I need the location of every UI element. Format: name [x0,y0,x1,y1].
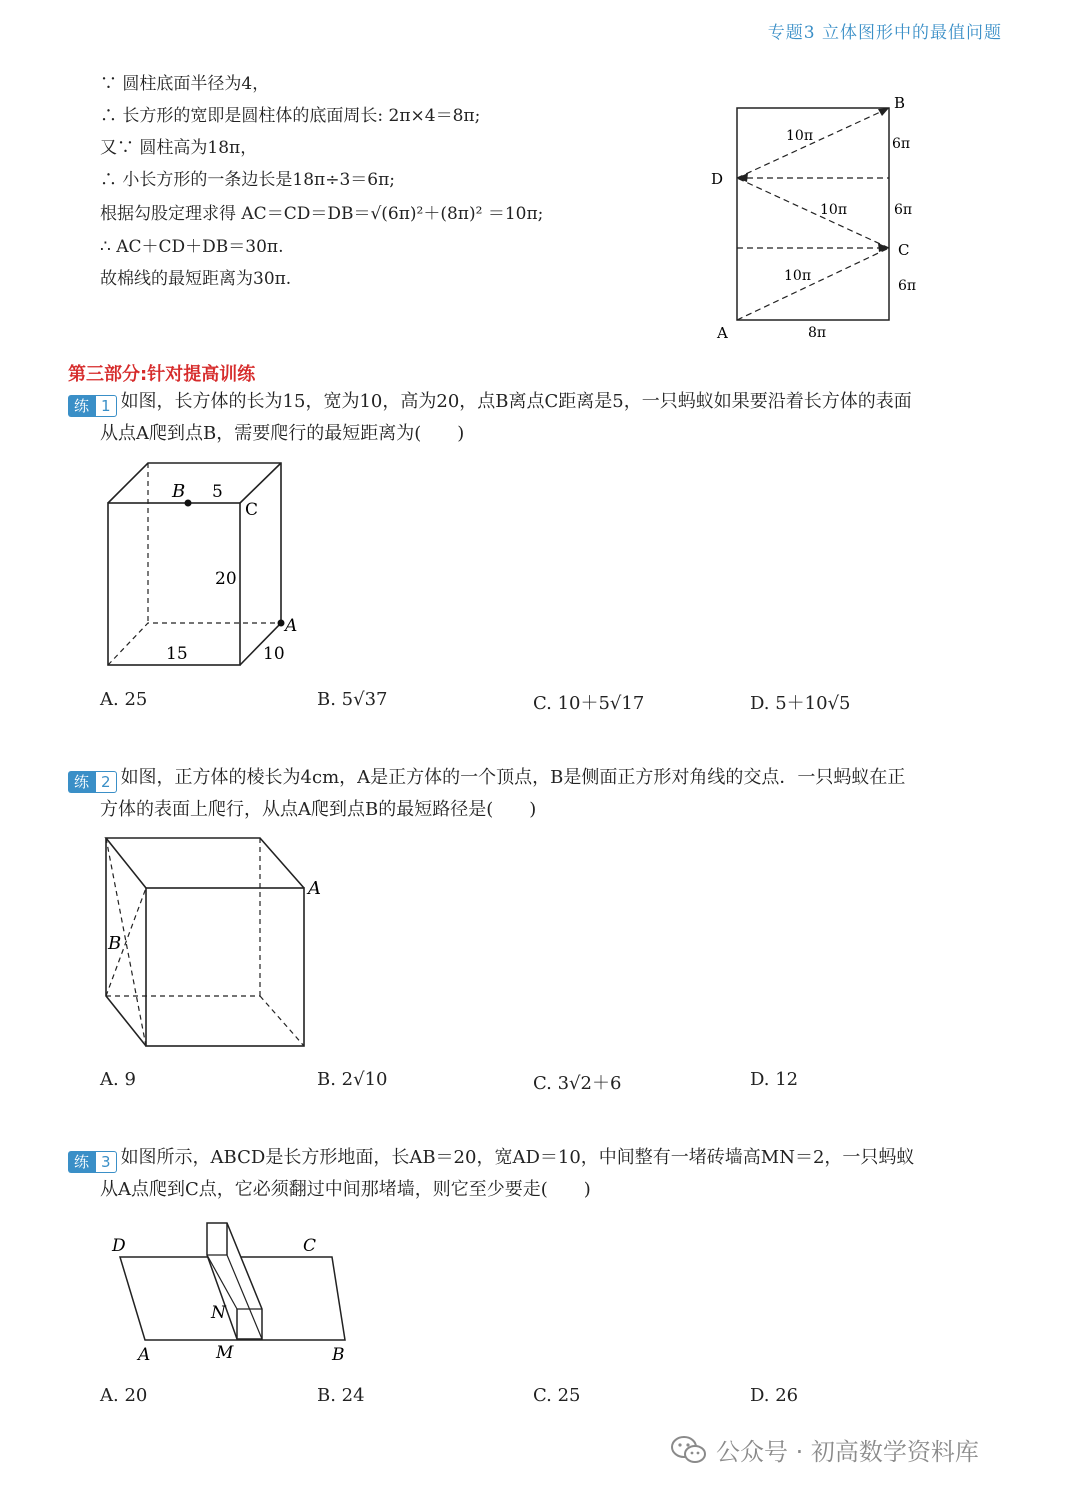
practice-badge-2 [68,771,117,793]
q1-option-c[interactable]: C. 10＋5√17 [533,693,645,714]
question-2 [68,762,1018,826]
question-3-line-1 [68,1142,1018,1174]
badge-number: 1 [95,395,117,417]
question-1 [68,386,1018,450]
cuboid-hidden-bottom [108,623,281,665]
practice-badge-1 [68,395,117,417]
solution-line-6: ∴ AC＋CD＋DB＝30π. [100,237,284,257]
point-B [185,500,192,507]
badge-number: 2 [95,771,117,793]
question-3-text-1: 如图所示，ABCD是长方形地面，长AB＝20，宽AD＝10，中间整有一堵砖墙高MN＝2，一只蚂蚁 [120,1147,915,1168]
question-2-line-1 [68,762,1018,794]
q1-label-20: 20 [215,569,237,589]
practice-badge-3 [68,1151,117,1173]
arrow-head-B [878,108,889,116]
q2-cube-figure [100,832,340,1052]
question-1-text-1: 如图，长方体的长为15，宽为10，高为20，点B离点C距离是5，一只蚂蚁如果要沿着长方体的表面 [120,391,912,412]
wechat-icon [670,1434,708,1466]
cube-front-face [146,888,304,1046]
q2-option-d[interactable]: D. 12 [750,1069,799,1090]
segment-label-AC: 10π [784,268,812,284]
q1-label-5: 5 [212,482,223,502]
bottom-label: 8π [808,325,827,341]
q3-option-c[interactable]: C. 25 [533,1385,581,1406]
watermark-text: 公众号 · 初高数学资料库 [716,1438,979,1466]
q3-option-a[interactable]: A. 20 [100,1385,148,1406]
q2-option-a[interactable]: A. 9 [100,1069,136,1090]
q3-label-A: A [138,1345,151,1365]
cube-top-edges [106,838,304,888]
q3-label-N: N [211,1303,226,1323]
cuboid-top-right-edge [240,463,281,503]
height-label-3: 6π [898,278,917,294]
q1-label-A: A [285,616,298,636]
q1-label-C: C [245,500,259,520]
solution-line-3: 又∵ 圆柱高为18π， [100,138,258,158]
question-1-line-1 [68,386,1018,418]
cube-hidden-depth [260,996,304,1046]
q1-option-a[interactable]: A. 25 [100,689,148,710]
q1-label-15: 15 [166,644,188,664]
height-label-1: 6π [892,136,911,152]
label-B: B [894,94,906,112]
solution-line-4: ∴ 小长方形的一条边长是18π÷3＝6π; [100,170,395,190]
q3-label-B: B [332,1345,345,1365]
q1-label-B: B [172,481,186,502]
q3-label-M: M [216,1343,234,1363]
q1-option-d[interactable]: D. 5＋10√5 [750,693,851,714]
q2-label-A: A [308,878,321,899]
path-CD [737,178,889,248]
q3-label-C: C [303,1236,317,1256]
q3-label-D: D [112,1236,126,1256]
path-AC [737,248,889,320]
question-3-line-2: 从A点爬到C点，它必须翻过中间那堵墙，则它至少要走( ) [100,1179,591,1200]
question-3 [68,1142,1018,1206]
label-D: D [711,170,724,188]
badge-label: 练 [68,771,95,793]
section-title: 第三部分:针对提高训练 [68,364,256,385]
q2-label-B: B [108,933,122,954]
question-2-text-1: 如图，正方体的棱长为4cm，A是正方体的一个顶点，B是侧面正方形对角线的交点．一只蚂蚁在正 [120,767,906,788]
q3-option-d[interactable]: D. 26 [750,1385,799,1406]
solution-line-7: 故棉线的最短距离为30π. [100,269,292,289]
unfolded-rectangle-figure [700,90,940,350]
segment-label-DB: 10π [786,128,814,144]
q3-option-b[interactable]: B. 24 [317,1385,365,1406]
q1-cuboid-figure [100,455,320,675]
q1-label-10: 10 [263,644,285,664]
height-label-2: 6π [894,202,913,218]
q2-option-b[interactable]: B. 2√10 [317,1069,388,1090]
q3-wall-figure [100,1215,370,1375]
watermark [670,1432,979,1467]
cuboid-back-edges [108,463,281,665]
badge-label: 练 [68,1151,95,1173]
point-A [278,620,285,627]
solution-line-2: ∴ 长方形的宽即是圆柱体的底面周长: 2π×4＝8π; [100,106,481,126]
badge-number: 3 [95,1151,117,1173]
solution-line-1: ∵ 圆柱底面半径为4， [100,74,270,94]
label-A: A [717,324,728,342]
question-1-line-2: 从点A爬到点B，需要爬行的最短距离为( ) [100,423,465,444]
label-C: C [898,241,910,259]
solution-line-5: 根据勾股定理求得 AC＝CD＝DB＝√(6π)²＋(8π)² ＝10π; [100,204,544,224]
question-2-line-2: 方体的表面上爬行，从点A爬到点B的最短路径是( ) [100,799,537,820]
segment-label-CD: 10π [820,202,848,218]
q1-option-b[interactable]: B. 5√37 [317,689,388,710]
page-header-title: 专题3 立体图形中的最值问题 [767,23,1002,43]
badge-label: 练 [68,395,95,417]
q2-option-c[interactable]: C. 3√2＋6 [533,1073,622,1094]
